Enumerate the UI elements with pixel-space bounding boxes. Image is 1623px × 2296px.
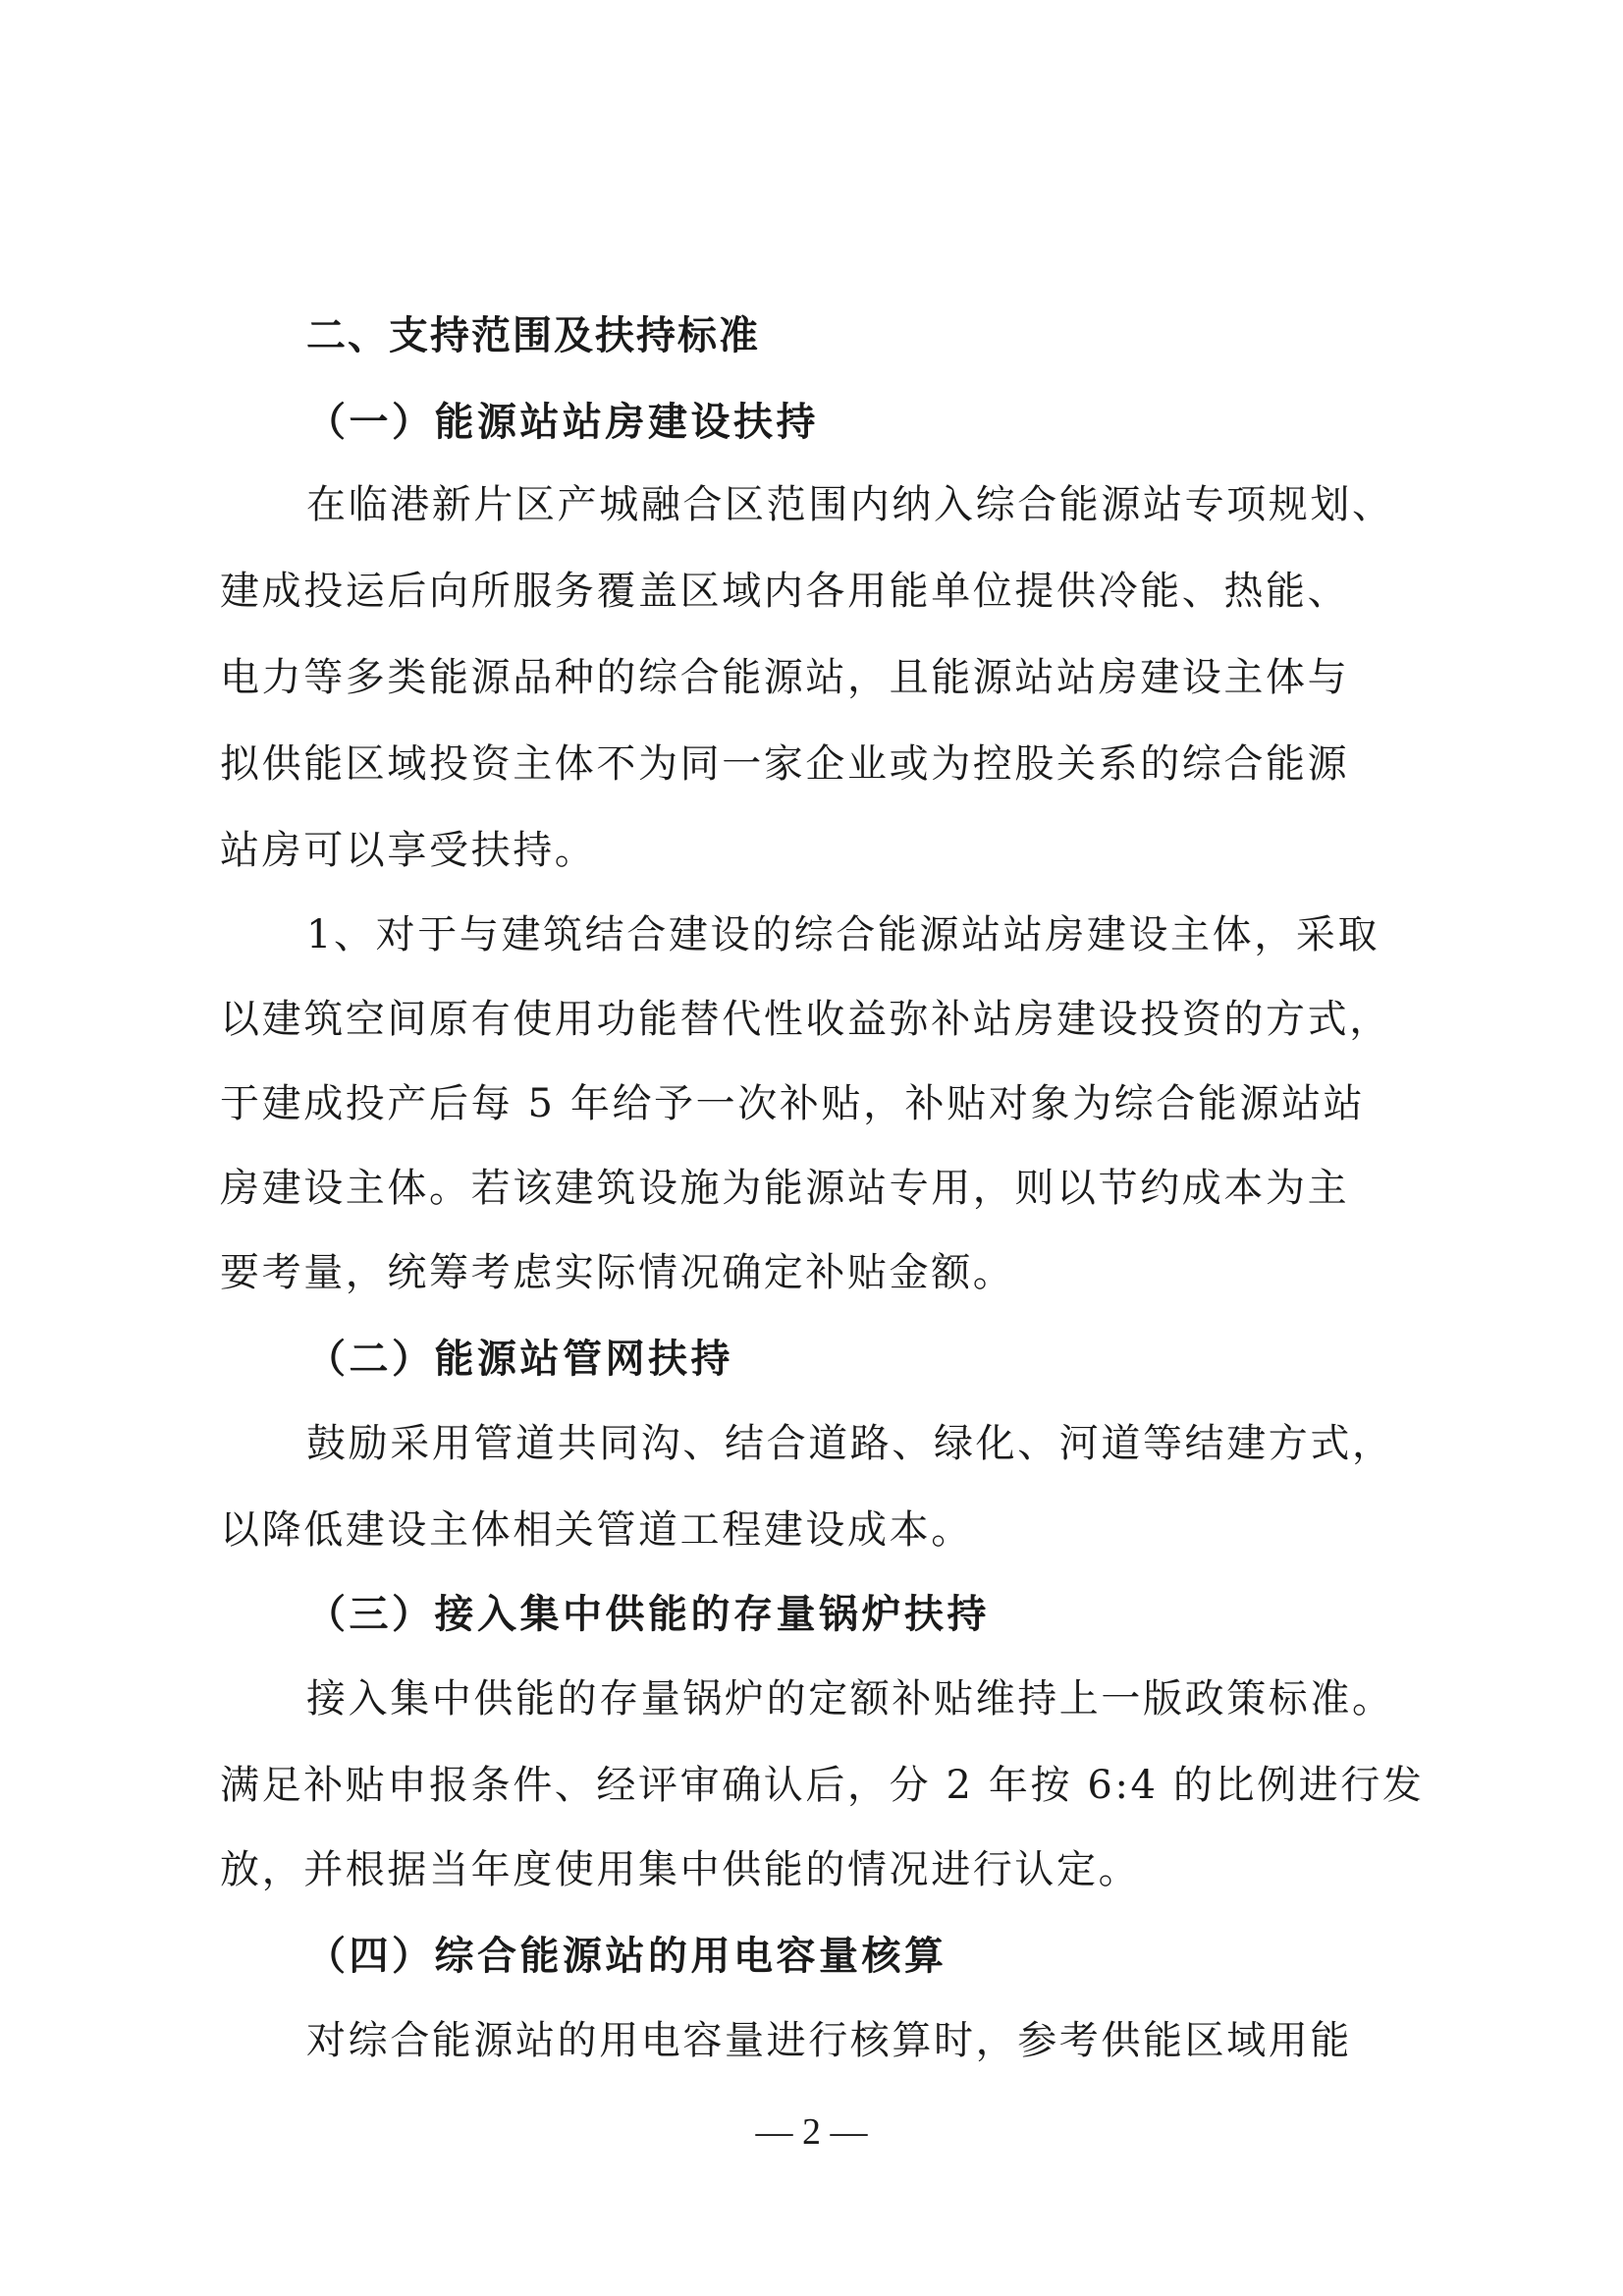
paragraph-line: 放，并根据当年度使用集中供能的情况进行认定。 (220, 1847, 1141, 1892)
paragraph-line: 鼓励采用管道共同沟、结合道路、绿化、河道等结建方式， (306, 1421, 1394, 1466)
paragraph-line: 以降低建设主体相关管道工程建设成本。 (220, 1507, 973, 1553)
paragraph-line: 建成投运后向所服务覆盖区域内各用能单位提供冷能、热能、 (220, 569, 1350, 614)
paragraph-line: 房建设主体。若该建筑设施为能源站专用，则以节约成本为主 (220, 1166, 1350, 1211)
paragraph-line: 接入集中供能的存量锅炉的定额补贴维持上一版政策标准。 (306, 1676, 1394, 1722)
paragraph-line: 以建筑空间原有使用功能替代性收益弥补站房建设投资的方式， (220, 997, 1391, 1042)
paragraph-line: 拟供能区域投资主体不为同一家企业或为控股关系的综合能源 (220, 741, 1350, 787)
paragraph-line: 要考量，统筹考虑实际情况确定补贴金额。 (220, 1250, 1015, 1295)
paragraph-line: 对综合能源站的用电容量进行核算时，参考供能区域用能 (306, 2018, 1352, 2063)
paragraph-line: 站房可以享受扶持。 (220, 828, 597, 873)
paragraph-line: 在临港新片区产城融合区范围内纳入综合能源站专项规划、 (306, 482, 1394, 527)
paragraph-line: 满足补贴申报条件、经评审确认后，分 2 年按 6:4 的比例进行发 (220, 1763, 1425, 1808)
subsection-heading-2: （二）能源站管网扶持 (306, 1336, 733, 1382)
paragraph-line: 1、对于与建筑结合建设的综合能源站站房建设主体，采取 (306, 912, 1380, 957)
paragraph-line: 电力等多类能源品种的综合能源站，且能源站站房建设主体与 (220, 655, 1350, 700)
paragraph-line: 于建成投产后每 5 年给予一次补贴，补贴对象为综合能源站站 (220, 1081, 1366, 1126)
section-title: 二、支持范围及扶持标准 (306, 313, 760, 358)
subsection-heading-3: （三）接入集中供能的存量锅炉扶持 (306, 1591, 990, 1637)
subsection-heading-1: （一）能源站站房建设扶持 (306, 399, 819, 445)
subsection-heading-4: （四）综合能源站的用电容量核算 (306, 1933, 947, 1979)
page-number: — 2 — (755, 2111, 868, 2153)
